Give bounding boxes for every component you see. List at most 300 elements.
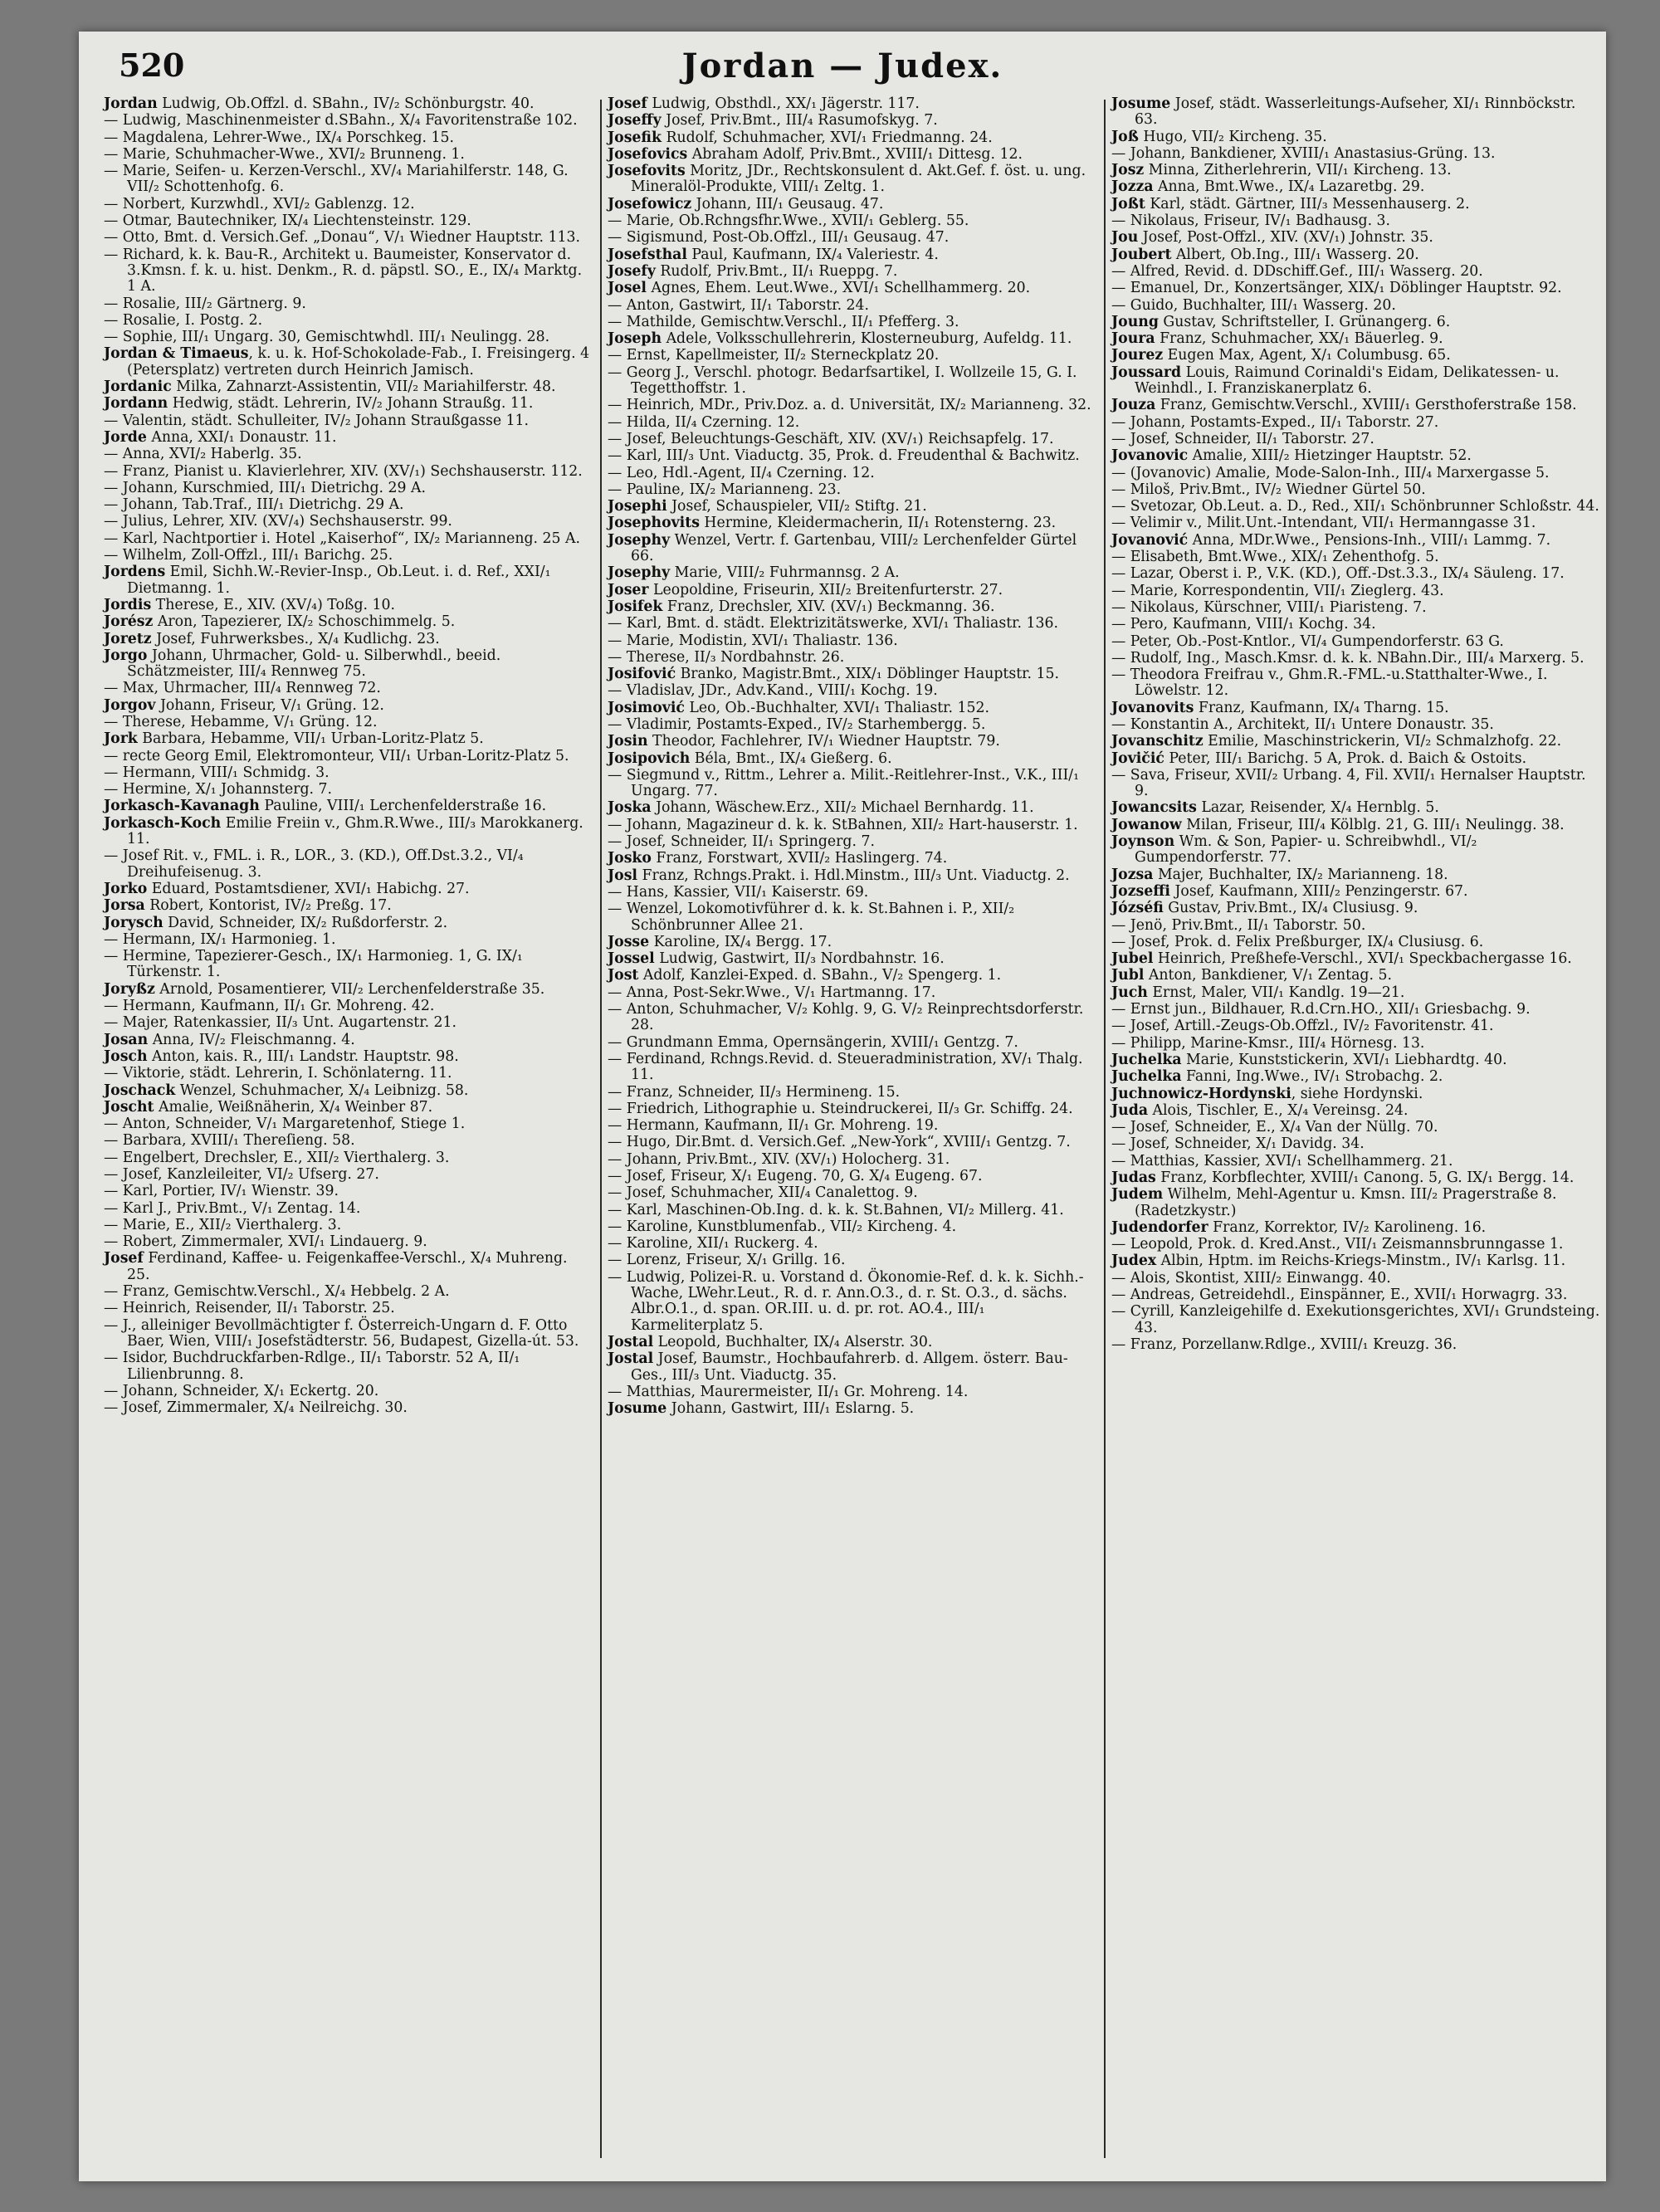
- entry-surname: Josan: [104, 1031, 149, 1048]
- directory-entry: [1111, 935, 1601, 950]
- entry-surname: Juch: [1111, 984, 1148, 1001]
- directory-entry: [608, 348, 1097, 364]
- directory-entry: [608, 1203, 1097, 1218]
- directory-entry: [1111, 432, 1601, 447]
- entry-surname: Josel: [608, 280, 647, 297]
- entry-surname: Jovanović: [1111, 531, 1189, 549]
- directory-entry: [608, 717, 1097, 733]
- entry-details: Lazar, Reisender, X/₄ Hernblg. 5.: [1196, 799, 1439, 817]
- entry-details: — Karl, Nachtportier i. Hotel „Kaiserhof“, IX/₂ Marianneng. 25 A.: [104, 530, 581, 547]
- entry-details: — Johann, Tab.Traf., III/₁ Dietrichg. 29 A.: [104, 496, 404, 514]
- entry-details: — Johann, Postamts-Exped., II/₁ Taborstr. 27.: [1111, 413, 1439, 431]
- entry-details: — Ernst jun., Bildhauer, R.d.Crn.HO., XII/₁ Griesbachg. 9.: [1111, 1001, 1531, 1018]
- entry-details: — Otto, Bmt. d. Versich.Gef. „Donau“, V/₁ Wiedner Hauptstr. 113.: [104, 229, 581, 247]
- entry-surname: Josephi: [608, 498, 667, 515]
- entry-surname: Jowancsits: [1111, 799, 1197, 817]
- entry-surname: Josse: [608, 933, 650, 950]
- entry-details: — Anna, XVI/₂ Haberlg. 35.: [104, 446, 302, 463]
- directory-entry: [1111, 1036, 1601, 1052]
- directory-entry: [1111, 264, 1601, 280]
- entry-surname: Jorkasch-Koch: [104, 814, 222, 832]
- entry-surname: Jorko: [104, 880, 148, 897]
- directory-entry: [1111, 1154, 1601, 1169]
- directory-entry: [1111, 985, 1601, 1001]
- directory-entry: [1111, 884, 1601, 900]
- entry-details: — Emanuel, Dr., Konzertsänger, XIX/₁ Döblinger Hauptstr. 92.: [1111, 280, 1562, 297]
- entry-surname: Jubel: [1111, 950, 1154, 968]
- directory-entry: [1111, 1237, 1601, 1252]
- entry-surname: Joretz: [104, 630, 152, 647]
- entry-surname: Joryßz: [104, 980, 155, 998]
- directory-entry: [104, 715, 593, 730]
- entry-details: Rudolf, Priv.Bmt., II/₁ Rueppg. 7.: [655, 262, 898, 280]
- directory-entry: [608, 1118, 1097, 1134]
- entry-details: Hugo, VII/₂ Kircheng. 35.: [1138, 128, 1327, 145]
- directory-entry: [608, 851, 1097, 867]
- directory-entry: [1111, 1253, 1601, 1269]
- entry-details: Eduard, Postamtsdiener, XVI/₁ Habichg. 27.: [147, 880, 470, 897]
- entry-details: Josef, Kaufmann, XIII/₂ Penzingerstr. 67.: [1170, 882, 1468, 900]
- entry-details: — Heinrich, Reisender, II/₁ Taborstr. 25.: [104, 1300, 395, 1317]
- directory-entry: [104, 1201, 593, 1217]
- entry-details: , siehe Hordynski.: [1291, 1085, 1423, 1102]
- entry-details: — Josef, Friseur, X/₁ Eugeng. 70, G. X/₄ Eugeng. 67.: [608, 1168, 983, 1184]
- entry-details: — Josef, Schneider, X/₁ Davidg. 34.: [1111, 1135, 1365, 1153]
- entry-surname: Jozza: [1111, 178, 1154, 196]
- directory-entry: [1111, 163, 1601, 178]
- entry-details: Agnes, Ehem. Leut.Wwe., XVI/₁ Schellhammerg. 20.: [647, 280, 1031, 297]
- entry-details: Leo, Ob.-Buchhalter, XVI/₁ Thaliastr. 152.: [684, 699, 990, 716]
- entry-details: — Julius, Lehrer, XIV. (XV/₄) Sechshauserstr. 99.: [104, 513, 452, 530]
- entry-details: Amalie, XIII/₂ Hietzinger Hauptstr. 52.: [1188, 447, 1472, 465]
- directory-entry: [104, 765, 593, 781]
- entry-details: Robert, Kontorist, IV/₂ Preßg. 17.: [144, 897, 392, 915]
- entry-surname: Joschack: [104, 1082, 176, 1099]
- entry-details: Franz, Rchngs.Prakt. i. Hdl.Minstm., III/₃ Unt. Viaductg. 2.: [637, 867, 1070, 884]
- directory-entry: [608, 533, 1097, 565]
- directory-entry: [1111, 818, 1601, 833]
- directory-entry: [104, 614, 593, 630]
- directory-entry: [608, 147, 1097, 163]
- directory-entry: [1111, 448, 1601, 464]
- entry-details: — Majer, Ratenkassier, II/₃ Unt. Augartenstr. 21.: [104, 1014, 457, 1032]
- directory-entry: [104, 481, 593, 496]
- directory-entry: [608, 968, 1097, 984]
- entry-details: — Leopold, Prok. d. Kred.Anst., VII/₁ Zeismannsbrunngasse 1.: [1111, 1236, 1564, 1253]
- entry-details: — Karl, Portier, IV/₁ Wienstr. 39.: [104, 1183, 339, 1200]
- directory-entry: [104, 296, 593, 312]
- entry-details: — Rosalie, III/₂ Gärtnerg. 9.: [104, 295, 306, 312]
- entry-details: Johann, Friseur, V/₁ Grüng. 12.: [155, 696, 384, 714]
- entry-details: — Karl, Maschinen-Ob.Ing. d. k. k. St.Bahnen, VI/₂ Millerg. 41.: [608, 1201, 1064, 1218]
- entry-details: — Franz, Gemischtw.Verschl., X/₄ Hebbelg. 2 A.: [104, 1283, 450, 1301]
- directory-entry: [1111, 701, 1601, 716]
- directory-entry: [104, 164, 593, 196]
- directory-entry: [608, 768, 1097, 800]
- entry-details: — Grundmann Emma, Opernsängerin, XVIII/₁ Gentzg. 7.: [608, 1033, 1018, 1051]
- entry-surname: Juda: [1111, 1101, 1149, 1119]
- entry-surname: Jorész: [104, 613, 154, 631]
- entry-surname: Judendorfer: [1111, 1218, 1208, 1236]
- entry-surname: Josefovits: [608, 163, 686, 180]
- entry-details: — Franz, Schneider, II/₃ Hermineng. 15.: [608, 1083, 901, 1101]
- entry-details: — Lazar, Oberst i. P., V.K. (KD.), Off.-Dst.3.3., IX/₄ Säuleng. 17.: [1111, 565, 1565, 583]
- page-number: 520: [119, 46, 185, 84]
- directory-entry: [104, 1318, 593, 1350]
- directory-entry: [1111, 466, 1601, 481]
- entry-details: Johann, Gastwirt, III/₁ Eslarng. 5.: [666, 1400, 915, 1418]
- column-divider: [600, 100, 602, 2158]
- entry-details: Rudolf, Schuhmacher, XVI/₁ Friedmanng. 24.: [661, 129, 993, 146]
- entry-details: — Josef, Kanzleileiter, VI/₂ Ufserg. 27.: [104, 1166, 379, 1183]
- directory-entry: [104, 1015, 593, 1031]
- directory-entry: [608, 96, 1097, 112]
- entry-details: Franz, Schuhmacher, XX/₁ Bäuerleg. 9.: [1155, 330, 1443, 348]
- directory-entry: [104, 949, 593, 981]
- directory-entry: [608, 1152, 1097, 1168]
- entry-details: Ernst, Maler, VII/₁ Kandlg. 19—21.: [1147, 984, 1405, 1001]
- entry-surname: Jostal: [608, 1333, 654, 1350]
- directory-entry: [104, 916, 593, 931]
- entry-details: Branko, Magistr.Bmt., XIX/₁ Döblinger Hauptstr. 15.: [676, 666, 1059, 683]
- entry-surname: Jossel: [608, 950, 655, 968]
- directory-entry: [104, 1251, 593, 1283]
- entry-details: — Hugo, Dir.Bmt. d. Versich.Gef. „New-York“, XVIII/₁ Gentzg. 7.: [608, 1134, 1071, 1151]
- entry-surname: Joseffy: [608, 112, 662, 129]
- entry-surname: Josume: [1111, 95, 1171, 112]
- entry-details: — Josef, Schuhmacher, XII/₄ Canalettog. 9.: [608, 1184, 918, 1202]
- entry-details: Moritz, JDr., Rechtskonsulent d. Akt.Gef. f. öst. u. ung. Mineralöl-Produkte, VIII/₁ Zeltg. 1.: [631, 163, 1086, 196]
- directory-entry: [1111, 968, 1601, 984]
- entry-surname: Józséfi: [1111, 900, 1164, 917]
- directory-entry: [1111, 1304, 1601, 1336]
- directory-entry: [104, 430, 593, 446]
- directory-entry: [104, 464, 593, 480]
- entry-details: Adele, Volksschullehrerin, Klosterneuburg, Aufeldg. 11.: [662, 330, 1072, 348]
- entry-details: Peter, III/₁ Barichg. 5 A, Prok. d. Baich & Ostoits.: [1164, 750, 1527, 767]
- entry-details: Leopoldine, Friseurin, XII/₂ Breitenfurterstr. 27.: [648, 581, 1003, 598]
- directory-entry: [104, 1167, 593, 1183]
- entry-details: — Karoline, Kunstblumenfab., VII/₂ Kircheng. 4.: [608, 1218, 957, 1235]
- entry-details: — Ludwig, Polizei-R. u. Vorstand d. Ökonomie-Ref. d. k. k. Sichh.-Wache, LWehr.Leut., R. d. r. Ann.O.3., d. r. St. O.3., d. sächs. Albr.O.1., d. span. OR.III. u. d. pr. rot. AO.4., III/₁ Karmeliterplatz 5.: [608, 1268, 1084, 1334]
- entry-details: Albin, Hptm. im Reichs-Kriegs-Minstm., IV/₁ Karlsg. 11.: [1156, 1252, 1566, 1270]
- directory-entry: [608, 1401, 1097, 1417]
- entry-details: Theodor, Fachlehrer, IV/₁ Wiedner Hauptstr. 79.: [647, 733, 1000, 750]
- entry-surname: Josefovics: [608, 145, 688, 163]
- entry-surname: Jozsa: [1111, 866, 1154, 883]
- directory-entry: [608, 935, 1097, 950]
- directory-entry: [104, 531, 593, 547]
- entry-details: Therese, E., XIV. (XV/₄) Toßg. 10.: [151, 596, 395, 613]
- entry-surname: Joß: [1111, 128, 1139, 145]
- entry-details: — Marie, Korrespondentin, VII/₁ Zieglerg. 43.: [1111, 582, 1444, 599]
- directory-entry: [1111, 1220, 1601, 1236]
- entry-details: — Johann, Magazineur d. k. k. StBahnen, XII/₂ Hart-hauserstr. 1.: [608, 816, 1078, 833]
- entry-details: — Sigismund, Post-Ob.Offzl., III/₁ Geusaug. 47.: [608, 229, 950, 247]
- directory-entry: [1111, 129, 1601, 145]
- entry-details: — Hermann, VIII/₁ Schmidg. 3.: [104, 764, 330, 781]
- directory-entry: [1111, 867, 1601, 883]
- directory-entry: [104, 999, 593, 1014]
- entry-surname: Joser: [608, 581, 649, 598]
- entry-surname: Josephy: [608, 531, 671, 549]
- entry-details: David, Schneider, IX/₂ Rußdorferstr. 2.: [163, 914, 448, 931]
- entry-details: Gustav, Priv.Bmt., IX/₄ Clusiusg. 9.: [1163, 900, 1418, 917]
- entry-details: — Andreas, Getreidehdl., Einspänner, E., XVII/₁ Horwagrg. 33.: [1111, 1287, 1568, 1304]
- directory-entry: [1111, 918, 1601, 934]
- entry-details: Albert, Ob.Ing., III/₁ Wasserg. 20.: [1171, 246, 1419, 263]
- entry-details: — Guido, Buchhalter, III/₁ Wasserg. 20.: [1111, 296, 1396, 314]
- directory-entry: [1111, 651, 1601, 667]
- directory-entry: [608, 616, 1097, 632]
- entry-surname: Jordens: [104, 564, 166, 581]
- directory-entry: [1111, 1337, 1601, 1353]
- entry-details: — Marie, Ob.Rchngsfhr.Wwe., XVII/₁ Geblerg. 55.: [608, 212, 969, 230]
- directory-entry: [1111, 1103, 1601, 1119]
- entry-details: — Karoline, XII/₁ Ruckerg. 4.: [608, 1235, 818, 1252]
- entry-details: — Sophie, III/₁ Ungarg. 30, Gemischtwhdl. III/₁ Neulingg. 28.: [104, 329, 550, 346]
- entry-details: — Anton, Gastwirt, II/₁ Taborstr. 24.: [608, 296, 870, 314]
- entry-details: — Velimir v., Milit.Unt.-Intendant, VII/₁ Hermanngasse 31.: [1111, 515, 1536, 532]
- entry-details: — Hermine, Tapezierer-Gesch., IX/₁ Harmonieg. 1, G. IX/₁ Türkenstr. 1.: [104, 948, 523, 981]
- entry-details: — Therese, Hebamme, V/₁ Grüng. 12.: [104, 713, 378, 730]
- entry-surname: Jordann: [104, 395, 168, 413]
- directory-entry: [608, 432, 1097, 447]
- directory-entry: [608, 264, 1097, 280]
- entry-details: — Nikolaus, Kürschner, VIII/₁ Piaristeng. 7.: [1111, 598, 1427, 616]
- directory-entry: [104, 1049, 593, 1065]
- directory-entry: [608, 1135, 1097, 1150]
- entry-details: — Marie, E., XII/₂ Vierthalerg. 3.: [104, 1216, 342, 1233]
- directory-entry: [608, 1052, 1097, 1084]
- directory-entry: [608, 398, 1097, 413]
- entry-surname: Josef: [104, 1250, 144, 1267]
- entry-details: — Hans, Kassier, VII/₁ Kaiserstr. 69.: [608, 883, 869, 901]
- directory-entry: [104, 782, 593, 798]
- directory-entry: [104, 982, 593, 998]
- entry-details: — Sava, Friseur, XVII/₂ Urbang. 4, Fil. XVII/₁ Hernalser Hauptstr. 9.: [1111, 766, 1586, 800]
- directory-entry: [1111, 1287, 1601, 1303]
- directory-entry: [608, 901, 1097, 934]
- entry-surname: Joura: [1111, 330, 1155, 348]
- entry-details: — Marie, Schuhmacher-Wwe., XVI/₂ Brunneng. 1.: [104, 145, 465, 163]
- entry-details: — Anton, Schuhmacher, V/₂ Kohlg. 9, G. V/₂ Reinprechtsdorferstr. 28.: [608, 1001, 1084, 1034]
- directory-entry: [104, 1384, 593, 1399]
- entry-details: — Vladislav, JDr., Adv.Kand., VIII/₁ Kochg. 19.: [608, 682, 938, 700]
- directory-entry: [608, 197, 1097, 212]
- directory-entry: [1111, 398, 1601, 413]
- entry-details: — Svetozar, Ob.Leut. a. D., Red., XII/₁ Schönbrunner Schloßstr. 44.: [1111, 498, 1599, 515]
- entry-surname: Joynson: [1111, 833, 1175, 851]
- entry-details: Minna, Zitherlehrerin, VII/₁ Kircheng. 13.: [1144, 162, 1452, 179]
- entry-details: Gustav, Schriftsteller, I. Grünangerg. 6.: [1158, 313, 1451, 330]
- directory-entry: [104, 598, 593, 613]
- entry-details: — Karl, III/₃ Unt. Viaductg. 35, Prok. d. Freudenthal & Bachwitz.: [608, 447, 1080, 465]
- entry-details: Anton, Bankdiener, V/₁ Zentag. 5.: [1144, 967, 1392, 984]
- entry-details: Fanni, Ing.Wwe., IV/₁ Strobachg. 2.: [1181, 1068, 1443, 1086]
- entry-surname: Jouza: [1111, 397, 1156, 414]
- entry-details: Anna, MDr.Wwe., Pensions-Inh., VIII/₁ Lammg. 7.: [1188, 531, 1551, 549]
- entry-details: — Lorenz, Friseur, X/₁ Grillg. 16.: [608, 1252, 846, 1269]
- directory-entry: [608, 734, 1097, 750]
- directory-entry: [608, 331, 1097, 347]
- directory-entry: [608, 164, 1097, 196]
- directory-entry: [1111, 901, 1601, 916]
- directory-entry: [104, 632, 593, 647]
- directory-entry: [608, 650, 1097, 666]
- entry-details: — Nikolaus, Friseur, IV/₁ Badhausg. 3.: [1111, 212, 1391, 230]
- column-1: [104, 96, 593, 1417]
- entry-details: Adolf, Kanzlei-Exped. d. SBahn., V/₂ Spengerg. 1.: [638, 967, 1002, 984]
- entry-surname: Judem: [1111, 1186, 1164, 1204]
- entry-surname: Jordanic: [104, 378, 172, 396]
- directory-entry: [608, 415, 1097, 431]
- entry-details: Milan, Friseur, III/₄ Kölblg. 21, G. III/₁ Neulingg. 38.: [1181, 816, 1565, 833]
- entry-surname: Josz: [1111, 162, 1145, 179]
- entry-surname: Judas: [1111, 1169, 1156, 1186]
- entry-surname: Jostal: [608, 1350, 654, 1368]
- entry-surname: Josimović: [608, 699, 685, 716]
- entry-details: Amalie, Weißnäherin, X/₄ Weinber 87.: [154, 1098, 433, 1116]
- entry-details: — J., alleiniger Bevollmächtigter f. Österreich-Ungarn d. F. Otto Baer, Wien, VIII/₁ Josefstädterstr. 56, Budapest, Gizella-út. 53.: [104, 1316, 579, 1350]
- directory-entry: [1111, 482, 1601, 498]
- entry-surname: Jovanovic: [1111, 447, 1189, 465]
- entry-surname: Jorgo: [104, 647, 148, 664]
- entry-details: — recte Georg Emil, Elektromonteur, VII/₁ Urban-Loritz-Platz 5.: [104, 747, 569, 764]
- entry-surname: Joßt: [1111, 195, 1145, 212]
- directory-entry: [1111, 146, 1601, 162]
- entry-details: — Anton, Schneider, V/₁ Margaretenhof, Stiege 1.: [104, 1116, 466, 1133]
- entry-surname: Jovičić: [1111, 750, 1164, 767]
- directory-entry: [104, 749, 593, 764]
- entry-details: Paul, Kaufmann, IX/₄ Valeriestr. 4.: [686, 246, 939, 263]
- directory-entry: [608, 113, 1097, 129]
- directory-entry: [1111, 1271, 1601, 1287]
- directory-entry: [104, 1350, 593, 1383]
- directory-entry: [608, 298, 1097, 314]
- directory-entry: [1111, 584, 1601, 599]
- directory-entry: [1111, 1120, 1601, 1135]
- directory-entry: [104, 681, 593, 696]
- entry-details: Anna, XXI/₁ Donaustr. 11.: [146, 428, 337, 446]
- directory-entry: [608, 565, 1097, 581]
- directory-entry: [1111, 197, 1601, 212]
- entry-surname: Joung: [1111, 313, 1159, 330]
- entry-details: — Max, Uhrmacher, III/₄ Rennweg 72.: [104, 680, 381, 697]
- entry-details: Aron, Tapezierer, IX/₂ Schoschimmelg. 5.: [153, 613, 456, 631]
- directory-entry: [608, 1185, 1097, 1201]
- directory-entry: [608, 1169, 1097, 1184]
- entry-surname: Jorkasch-Kavanagh: [104, 798, 260, 815]
- entry-surname: Josko: [608, 850, 652, 867]
- directory-entry: [608, 633, 1097, 649]
- entry-details: — Johann, Bankdiener, XVIII/₁ Anastasius-Grüng. 13.: [1111, 144, 1496, 162]
- entry-details: Arnold, Posamentierer, VII/₂ Lerchenfelderstraße 35.: [154, 980, 545, 998]
- entry-details: Marie, VIII/₂ Fuhrmannsg. 2 A.: [670, 564, 900, 582]
- directory-entry: [1111, 717, 1601, 733]
- directory-entry: [1111, 951, 1601, 967]
- directory-entry: [104, 247, 593, 295]
- entry-details: — Josef, Beleuchtungs-Geschäft, XIV. (XV/₁) Reichsapfelg. 17.: [608, 430, 1054, 447]
- running-head: Jordan — Judex.: [681, 46, 1003, 85]
- entry-details: Anton, kais. R., III/₁ Landstr. Hauptstr. 98.: [147, 1047, 459, 1065]
- entry-details: Josef, städt. Wasserleitungs-Aufseher, XI/₁ Rinnböckstr. 63.: [1135, 95, 1576, 129]
- entry-details: Milka, Zahnarzt-Assistentin, VII/₂ Mariahilferstr. 48.: [171, 378, 556, 396]
- directory-entry: [104, 1184, 593, 1199]
- directory-entry: [104, 1066, 593, 1082]
- directory-entry: [1111, 230, 1601, 246]
- entry-surname: Josefik: [608, 129, 662, 146]
- entry-surname: Jost: [608, 967, 639, 984]
- entry-surname: Jovanovits: [1111, 699, 1194, 716]
- directory-entry: [104, 96, 593, 112]
- entry-details: — Karl, Bmt. d. städt. Elektrizitätswerke, XVI/₁ Thaliastr. 136.: [608, 615, 1058, 632]
- entry-surname: Josifek: [608, 598, 663, 615]
- entry-details: Franz, Gemischtw.Verschl., XVIII/₁ Gersthoferstraße 158.: [1155, 397, 1577, 414]
- entry-details: Josef, Baumstr., Hochbaufahrerb. d. Allgem. österr. Bau-Ges., III/₃ Unt. Viaductg. 35.: [631, 1350, 1068, 1384]
- entry-surname: Josefsthal: [608, 246, 687, 263]
- entry-details: Wilhelm, Mehl-Agentur u. Kmsn. III/₂ Pragerstraße 8. (Radetzkystr.): [1135, 1186, 1557, 1219]
- directory-entry: [1111, 415, 1601, 431]
- entry-details: Leopold, Buchhalter, IX/₄ Alserstr. 30.: [653, 1333, 933, 1350]
- entry-details: Hermine, Kleidermacherin, II/₁ Rotensterng. 23.: [699, 515, 1057, 532]
- entry-details: Josef, Priv.Bmt., III/₄ Rasumofskyg. 7.: [661, 112, 938, 129]
- directory-entry: [608, 583, 1097, 598]
- directory-entry: [104, 447, 593, 462]
- entry-details: Alois, Tischler, E., X/₄ Vereinsg. 24.: [1148, 1101, 1409, 1119]
- directory-entry: [608, 1351, 1097, 1384]
- directory-entry: [1111, 331, 1601, 347]
- entry-details: — Engelbert, Drechsler, E., XII/₂ Vierthalerg. 3.: [104, 1149, 450, 1166]
- directory-entry: [608, 599, 1097, 615]
- entry-details: — Josef, Zimmermaler, X/₄ Neilreichg. 30.: [104, 1399, 408, 1417]
- directory-entry: [104, 497, 593, 513]
- directory-entry: [1111, 1069, 1601, 1085]
- entry-details: — Elisabeth, Bmt.Wwe., XIX/₁ Zehenthofg. 5.: [1111, 549, 1439, 566]
- entry-surname: Josephovits: [608, 515, 700, 532]
- directory-entry: [104, 396, 593, 412]
- entry-details: — Ludwig, Maschinenmeister d.SBahn., X/₄ Favoritenstraße 102.: [104, 112, 578, 129]
- directory-entry: [608, 868, 1097, 884]
- entry-details: — Ferdinand, Rchngs.Revid. d. Steueradministration, XV/₁ Thalg. 11.: [608, 1050, 1083, 1084]
- entry-details: — Rudolf, Ing., Masch.Kmsr. d. k. k. NBahn.Dir., III/₄ Marxerg. 5.: [1111, 649, 1584, 667]
- directory-entry: [608, 1236, 1097, 1252]
- directory-entry: [1111, 499, 1601, 515]
- directory-entry: [608, 482, 1097, 498]
- directory-entry: [608, 466, 1097, 481]
- entry-details: Louis, Raimund Corinaldi's Eidam, Delikatessen- u. Weinhdl., I. Franziskanerplatz 6.: [1135, 364, 1560, 398]
- directory-entry: [1111, 800, 1601, 816]
- directory-entry: [104, 514, 593, 530]
- directory-entry: [104, 346, 593, 378]
- entry-details: Johann, III/₁ Geusaug. 47.: [691, 195, 884, 212]
- entry-details: Josef, Post-Offzl., XIV. (XV/₁) Johnstr. 35.: [1138, 229, 1433, 247]
- entry-details: — Magdalena, Lehrer-Wwe., IX/₄ Porschkeg. 15.: [104, 129, 454, 146]
- entry-details: Anna, Bmt.Wwe., IX/₄ Lazaretbg. 29.: [1153, 178, 1425, 196]
- directory-entry: [608, 365, 1097, 398]
- entry-surname: Judex: [1111, 1252, 1157, 1270]
- directory-entry: [608, 281, 1097, 296]
- directory-entry: [104, 147, 593, 163]
- entry-details: Johann, Uhrmacher, Gold- u. Silberwhdl., beeid. Schätzmeister, III/₄ Rennweg 75.: [127, 647, 501, 681]
- entry-details: Hedwig, städt. Lehrerin, IV/₂ Johann Straußg. 11.: [168, 395, 534, 413]
- entry-details: — Anna, Post-Sekr.Wwe., V/₁ Hartmanng. 17.: [608, 984, 936, 1001]
- entry-details: — Hermann, IX/₁ Harmonieg. 1.: [104, 930, 336, 948]
- entry-details: — Hermann, Kaufmann, II/₁ Gr. Mohreng. 42.: [104, 998, 435, 1015]
- entry-details: Majer, Buchhalter, IX/₂ Marianneng. 18.: [1153, 866, 1448, 883]
- entry-details: Josef, Fuhrwerksbes., X/₄ Kudlichg. 23.: [151, 630, 440, 647]
- entry-details: — Josef Rit. v., FML. i. R., LOR., 3. (KD.), Off.Dst.3.2., VI/₄ Dreihufeisenug. 3.: [104, 847, 524, 881]
